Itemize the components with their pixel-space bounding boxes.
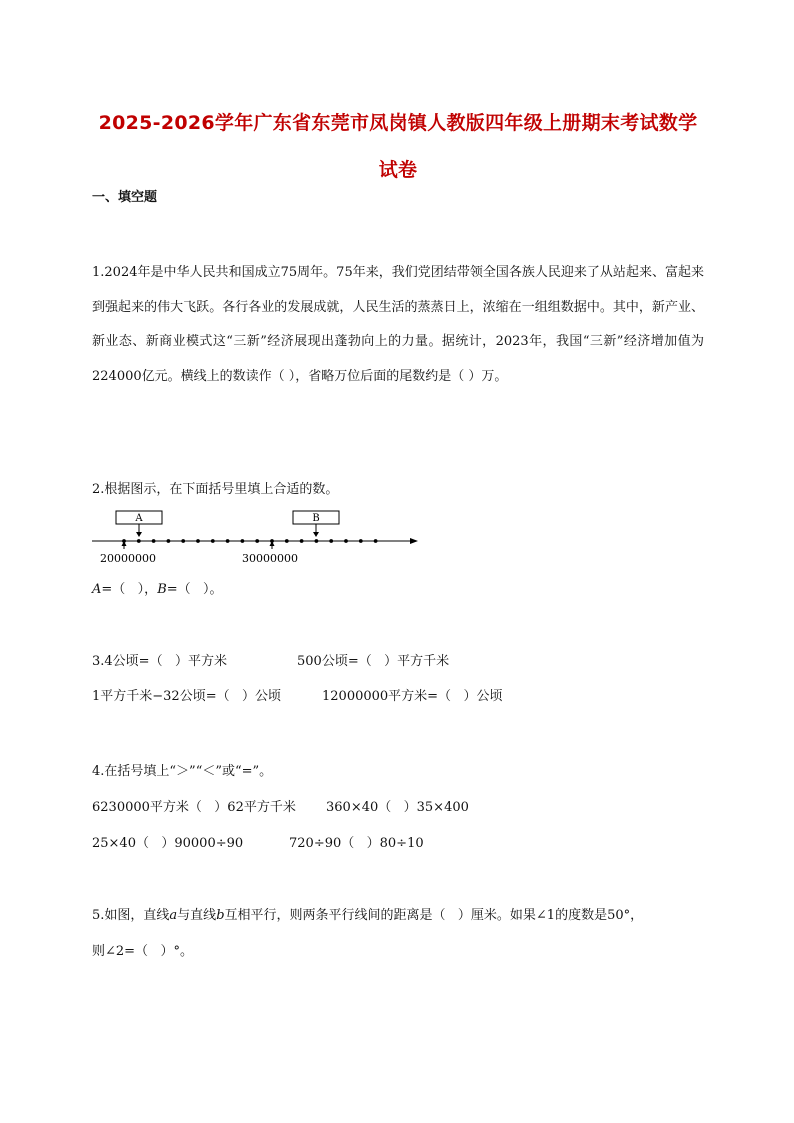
line-a-variable: a: [169, 908, 178, 923]
line-b-variable: b: [216, 908, 225, 923]
question-2-answer: [92, 578, 223, 597]
number-line-dot: [152, 539, 156, 543]
number-line-dot: [241, 539, 245, 543]
answer-b-blank: =（ ）。: [166, 582, 223, 597]
arrow-a-head: [136, 532, 142, 537]
number-line-dot: [255, 539, 259, 543]
question-5-line-2: 则∠2=（ ）°。: [92, 944, 193, 959]
number-line-dot: [359, 539, 363, 543]
question-2-prompt: 2.根据图示，在下面括号里填上合适的数。: [92, 482, 339, 497]
number-line-dot: [344, 539, 348, 543]
number-line-dot: [315, 539, 319, 543]
number-line-dot: [196, 539, 200, 543]
number-line-dot: [137, 539, 141, 543]
question-3-item-1: 3.4公顷=（ ）平方米: [92, 654, 227, 669]
tick-label-right: 30000000: [242, 552, 298, 565]
number-line-dot: [211, 539, 215, 543]
question-5-part-3: 互相平行，则两条平行线间的距离是（ ）厘米。如果∠1的度数是50°，: [224, 908, 644, 923]
document-title: 2025-2026学年广东省东莞市凤岗镇人教版四年级上册期末考试数学试卷: [98, 112, 698, 181]
question-3-item-2: 500公顷=（ ）平方千米: [297, 654, 450, 669]
tick-right-arrowhead: [270, 541, 275, 546]
question-3-item-4: 12000000平方米=（ ）公顷: [322, 689, 503, 704]
number-line-dot: [167, 539, 171, 543]
number-line-dot: [226, 539, 230, 543]
answer-a-blank: =（ ），: [101, 582, 158, 597]
number-line-dot: [374, 539, 378, 543]
answer-a-variable: A: [92, 582, 102, 597]
arrow-b-head: [313, 532, 319, 537]
question-5-line-1: [92, 904, 643, 923]
question-5-part-1: 5.如图，直线: [92, 908, 170, 923]
label-b-text: B: [312, 513, 320, 524]
number-line-figure: [92, 505, 432, 569]
number-line-dot: [329, 539, 333, 543]
number-line-dot: [300, 539, 304, 543]
question-4-item-4: 720÷90（ ）80÷10: [289, 836, 424, 851]
tick-label-left: 20000000: [100, 552, 156, 565]
question-4-item-2: 360×40（ ）35×400: [326, 800, 469, 815]
question-5-part-2: 与直线: [177, 908, 217, 923]
number-line-dot: [181, 539, 185, 543]
question-4-prompt: 4.在括号填上“＞”“＜”或“=”。: [92, 764, 273, 779]
number-line-dot: [285, 539, 289, 543]
number-line-arrowhead: [410, 538, 418, 544]
answer-b-variable: B: [157, 582, 167, 597]
question-4-item-3: 25×40（ ）90000÷90: [92, 836, 244, 851]
label-a-text: A: [135, 513, 143, 524]
section-heading-fill-in: 一、填空题: [92, 190, 158, 205]
tick-left-arrowhead: [122, 541, 127, 546]
question-3-item-3: 1平方千米−32公顷=（ ）公顷: [92, 689, 281, 704]
question-4-item-1: 6230000平方米（ ）62平方千米: [92, 800, 296, 815]
question-1-text: 1.2024年是中华人民共和国成立75周年。75年来，我们党团结带领全国各族人民迎来了从站起来、富起来到强起来的伟大飞跃。各行各业的发展成就，人民生活的蒸蒸日上，浓缩在一组组数据中。其中，新产业、新业态、新商业模式这“三新”经济展现出蓬勃向上的力量。据统计，2023年，我国“三新”经济增加值为224000亿元。横线上的数读作（ ），省略万位后面的尾数约是（ ）万。: [92, 265, 704, 384]
